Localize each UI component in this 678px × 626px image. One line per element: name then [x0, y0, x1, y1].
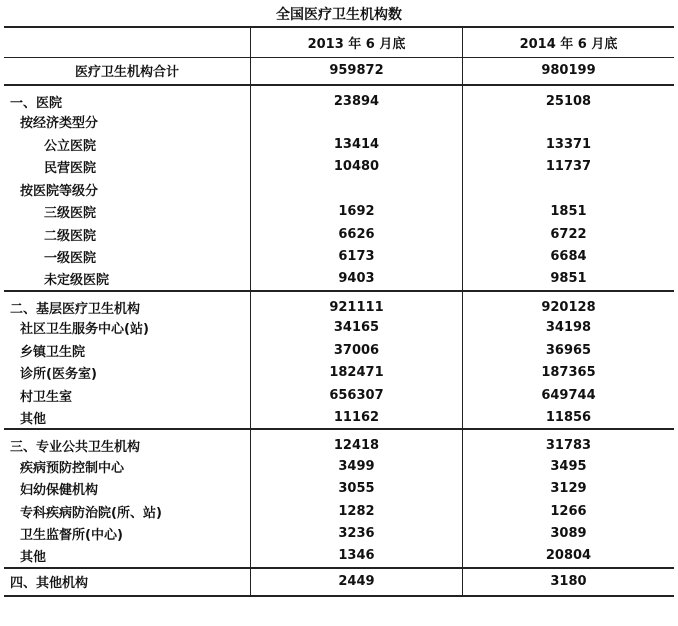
row-label: 其他 [4, 407, 250, 430]
total-row [4, 57, 674, 85]
row-value-2013: 37006 [250, 339, 462, 362]
row-value-2013: 2449 [250, 568, 462, 596]
table-row [4, 339, 674, 362]
table-row [4, 455, 674, 478]
table-row [4, 223, 674, 246]
row-value-2013: 6626 [250, 223, 462, 246]
table-row [4, 133, 674, 156]
table-row [4, 268, 674, 291]
institutions-table [4, 26, 674, 597]
header-2013: 2013 年 6 月底 [250, 27, 462, 57]
row-value-2013: 23894 [250, 85, 462, 111]
row-value-2014: 20804 [462, 545, 674, 568]
row-value-2013: 1692 [250, 201, 462, 224]
row-label: 妇幼保健机构 [20, 483, 99, 499]
row-value-2013: 11162 [250, 407, 462, 430]
table-row [4, 523, 674, 546]
row-value-2013: 3055 [250, 478, 462, 501]
table-row [4, 246, 674, 269]
total-2013: 959872 [250, 57, 462, 85]
row-label: 一级医院 [44, 251, 97, 267]
header-label-cell [4, 27, 250, 57]
row-label: 专科疾病防治院(所、站) [20, 505, 162, 521]
row-value-2014: 31783 [462, 429, 674, 455]
row-value-2014: 1266 [462, 500, 674, 523]
table-row [4, 545, 674, 568]
row-label: 四、其他机构 [4, 568, 250, 596]
table-row [4, 201, 674, 224]
row-value-2014: 11737 [462, 156, 674, 179]
row-label: 社区卫生服务中心(站) [20, 322, 149, 338]
row-value-2014: 187365 [462, 362, 674, 385]
row-value-2013: 6173 [250, 246, 462, 269]
row-value-2014: 11856 [462, 407, 674, 430]
row-value-2013: 182471 [250, 362, 462, 385]
row-value-2014: 3495 [462, 455, 674, 478]
row-label: 其他 [4, 545, 250, 568]
row-label: 二级医院 [44, 228, 97, 244]
table-title: 全国医疗卫生机构数 [276, 7, 402, 23]
table-row [4, 478, 674, 501]
row-value-2013: 13414 [250, 133, 462, 156]
row-label: 民营医院 [44, 161, 97, 177]
row-label: 村卫生室 [20, 389, 73, 405]
table-row [4, 429, 674, 455]
row-value-2014: 13371 [462, 133, 674, 156]
table-row [4, 291, 674, 317]
row-value-2014: 6684 [462, 246, 674, 269]
row-value-2014: 9851 [462, 268, 674, 291]
header-row [4, 27, 674, 57]
row-label: 三级医院 [44, 206, 97, 222]
table-row [4, 111, 674, 134]
row-value-2014: 920128 [462, 291, 674, 317]
header-2014: 2014 年 6 月底 [462, 27, 674, 57]
row-value-2013: 12418 [250, 429, 462, 455]
row-label: 疾病预防控制中心 [20, 460, 125, 476]
row-value-2014 [462, 111, 674, 134]
row-label: 公立医院 [44, 138, 97, 154]
row-label: 按经济类型分 [20, 116, 99, 132]
row-label: 诊所(医务室) [20, 367, 97, 383]
row-value-2014: 6722 [462, 223, 674, 246]
row-value-2014 [462, 178, 674, 201]
total-label: 医疗卫生机构合计 [4, 57, 250, 85]
row-label: 乡镇卫生院 [20, 344, 86, 360]
row-value-2013: 9403 [250, 268, 462, 291]
row-value-2014: 3129 [462, 478, 674, 501]
table-row [4, 407, 674, 430]
row-label: 三、专业公共卫生机构 [10, 440, 141, 455]
row-label: 按医院等级分 [20, 183, 99, 199]
row-value-2014: 3089 [462, 523, 674, 546]
table-row [4, 317, 674, 340]
row-label: 未定级医院 [4, 268, 250, 291]
row-value-2013: 34165 [250, 317, 462, 340]
row-value-2013: 921111 [250, 291, 462, 317]
row-value-2013: 3236 [250, 523, 462, 546]
row-value-2014: 36965 [462, 339, 674, 362]
row-value-2014: 649744 [462, 384, 674, 407]
table-row [4, 85, 674, 111]
row-value-2013: 3499 [250, 455, 462, 478]
table-row [4, 500, 674, 523]
row-label: 卫生监督所(中心) [20, 528, 123, 544]
row-label: 二、基层医疗卫生机构 [10, 301, 141, 317]
row-value-2013 [250, 178, 462, 201]
row-label: 一、医院 [10, 95, 63, 111]
row-value-2013: 1282 [250, 500, 462, 523]
table-row [4, 178, 674, 201]
row-value-2014: 3180 [462, 568, 674, 596]
row-value-2013: 1346 [250, 545, 462, 568]
row-value-2014: 1851 [462, 201, 674, 224]
table-row [4, 362, 674, 385]
row-value-2013: 10480 [250, 156, 462, 179]
row-value-2014: 25108 [462, 85, 674, 111]
table-body [4, 57, 674, 596]
row-value-2014: 34198 [462, 317, 674, 340]
row-value-2013: 656307 [250, 384, 462, 407]
table-row [4, 156, 674, 179]
table-row [4, 384, 674, 407]
total-2014: 980199 [462, 57, 674, 85]
other-institutions-row [4, 568, 674, 596]
row-value-2013 [250, 111, 462, 134]
